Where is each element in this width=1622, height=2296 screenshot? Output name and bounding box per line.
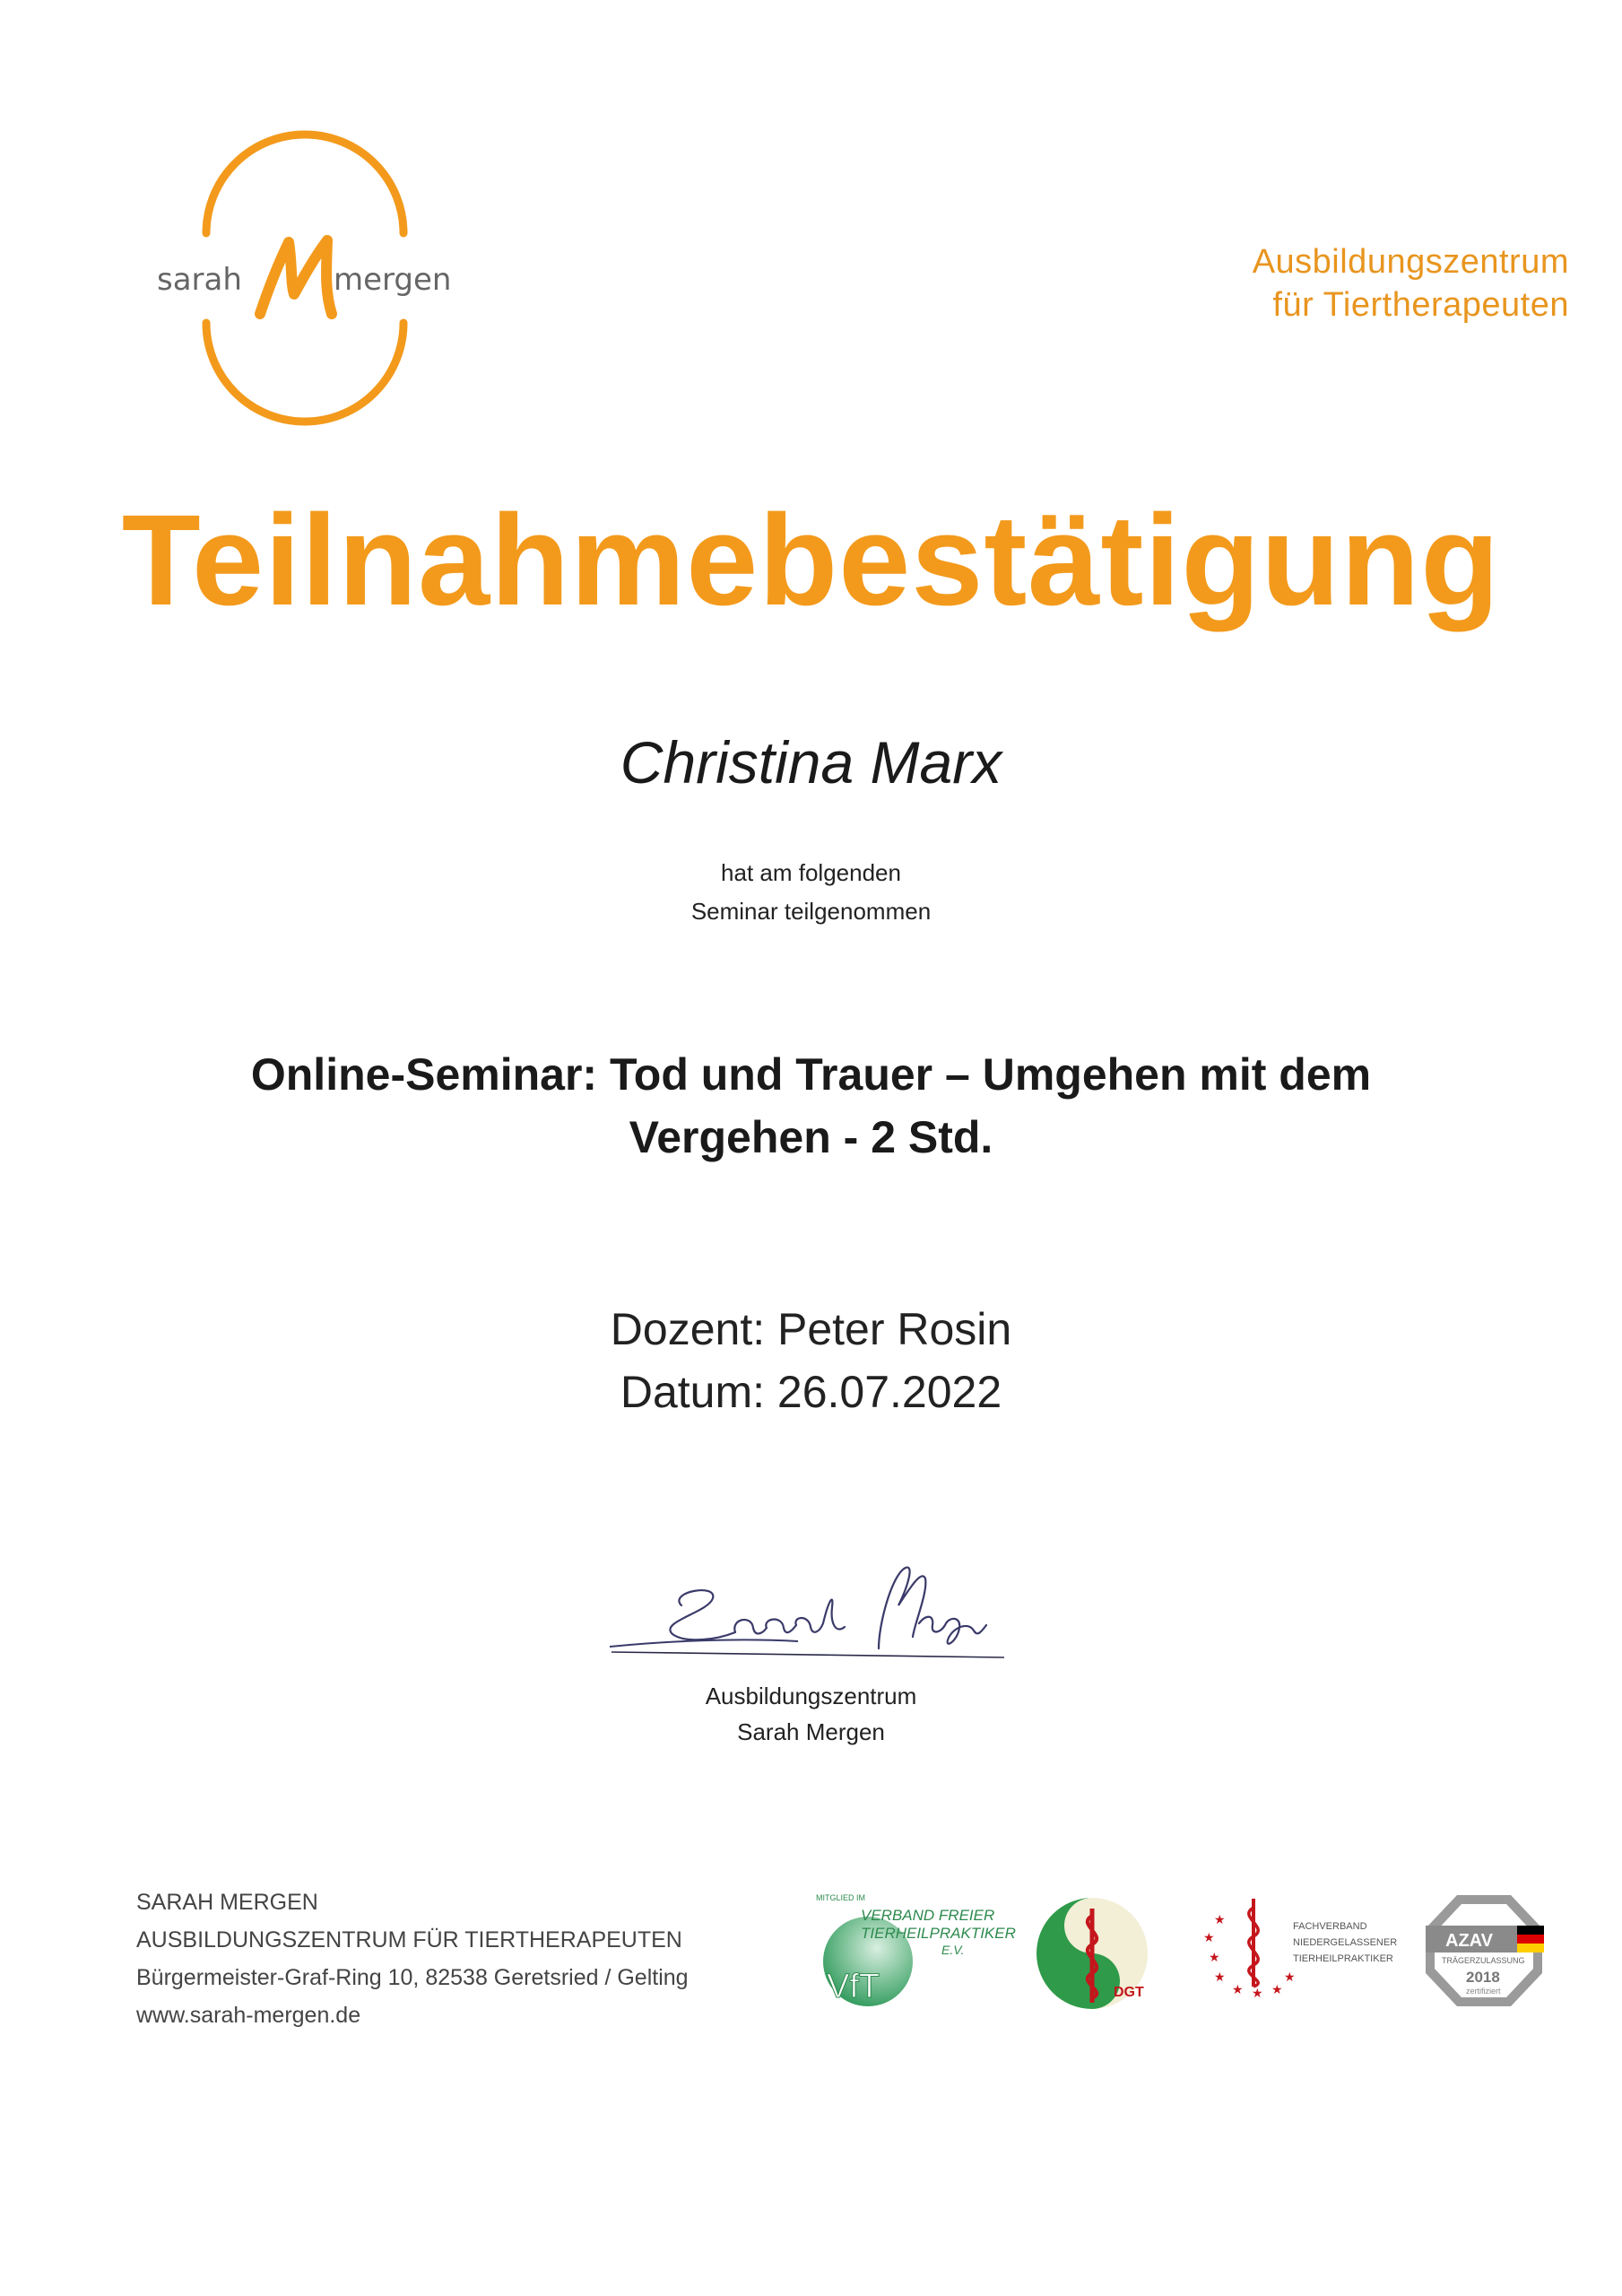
logo-m-mark: [260, 240, 332, 314]
vft-mark: VfT: [827, 1968, 880, 2005]
star-icon: ★: [1284, 1970, 1296, 1984]
azav-sub: TRÄGERZULASSUNG: [1442, 1956, 1525, 1965]
dgt-label: DGT: [1114, 1985, 1144, 2000]
star-icon: ★: [1214, 1912, 1226, 1926]
header-line-1: Ausbildungszentrum: [1252, 243, 1569, 281]
vft-top-text: MITGLIED IM: [816, 1893, 866, 1902]
signature-stroke: [610, 1639, 798, 1647]
date: Datum: 26.07.2022: [620, 1367, 1002, 1417]
flag-icon: [1517, 1944, 1544, 1952]
star-icon: ★: [1232, 1982, 1244, 1996]
signature-stroke: [879, 1568, 986, 1648]
vft-line-1: VERBAND FREIER: [861, 1907, 995, 1924]
azav-year: 2018: [1466, 1969, 1500, 1986]
signature: [610, 1552, 1004, 1668]
star-icon: ★: [1203, 1930, 1215, 1944]
star-icon: ★: [1271, 1982, 1283, 1996]
intro-line-2: Seminar teilgenommen: [690, 898, 932, 925]
azav-cert: zertifiziert: [1466, 1987, 1501, 1996]
fnt-line-2: NIEDERGELASSENER: [1293, 1937, 1398, 1948]
signature-line: [612, 1652, 1004, 1657]
vft-membership-badge: [807, 1888, 1016, 2009]
azav-label: AZAV: [1445, 1931, 1493, 1951]
dgt-badge: [1031, 1891, 1157, 2016]
footer-line-2: AUSBILDUNGSZENTRUM FÜR TIERTHERAPEUTEN: [136, 1927, 682, 1952]
intro-line-1: hat am folgenden: [721, 859, 901, 886]
fnt-line-3: TIERHEILPRAKTIKER: [1293, 1953, 1393, 1964]
participant-name: Christina Marx: [620, 729, 1002, 796]
signature-caption-line-1: Ausbildungszentrum: [705, 1683, 917, 1709]
footer-line-1: SARAH MERGEN: [136, 1890, 318, 1915]
header-line-2: für Tiertherapeuten: [1272, 286, 1569, 324]
sarah-mergen-logo: [134, 179, 475, 386]
fnt-line-1: FACHVERBAND: [1293, 1921, 1367, 1932]
signature-stroke: [670, 1590, 845, 1639]
logo-sarah-text: sarah: [157, 262, 242, 298]
lecturer: Dozent: Peter Rosin: [610, 1304, 1012, 1354]
star-icon: ★: [1214, 1970, 1226, 1984]
flag-icon: [1517, 1935, 1544, 1944]
certificate-title: Teilnahmebestätigung: [121, 488, 1501, 632]
star-icon: ★: [1252, 1986, 1263, 2000]
header-organization: [1103, 240, 1569, 326]
logo-ring-bottom: [206, 323, 403, 422]
logo-mergen-text: mergen: [334, 262, 452, 298]
footer-address: [136, 1883, 764, 2034]
vft-line-3: E.V.: [941, 1943, 965, 1957]
seminar-line-1: Online-Seminar: Tod und Trauer – Umgehen mit dem: [250, 1049, 1372, 1100]
star-icon: ★: [1209, 1950, 1220, 1964]
footer-line-3: Bürgermeister-Graf-Ring 10, 82538 Geretsried / Gelting: [136, 1965, 689, 1990]
logo-ring-top: [206, 135, 403, 233]
fnt-badge: [1201, 1888, 1399, 2009]
footer-website: www.sarah-mergen.de: [136, 2003, 361, 2028]
signature-caption-line-2: Sarah Mergen: [737, 1718, 885, 1745]
vft-line-2: TIERHEILPRAKTIKER: [861, 1925, 1016, 1942]
seminar-title: [0, 1043, 1622, 1169]
seminar-line-2: Vergehen - 2 Std.: [629, 1112, 993, 1162]
flag-icon: [1517, 1926, 1544, 1935]
azav-badge: [1417, 1888, 1551, 2013]
